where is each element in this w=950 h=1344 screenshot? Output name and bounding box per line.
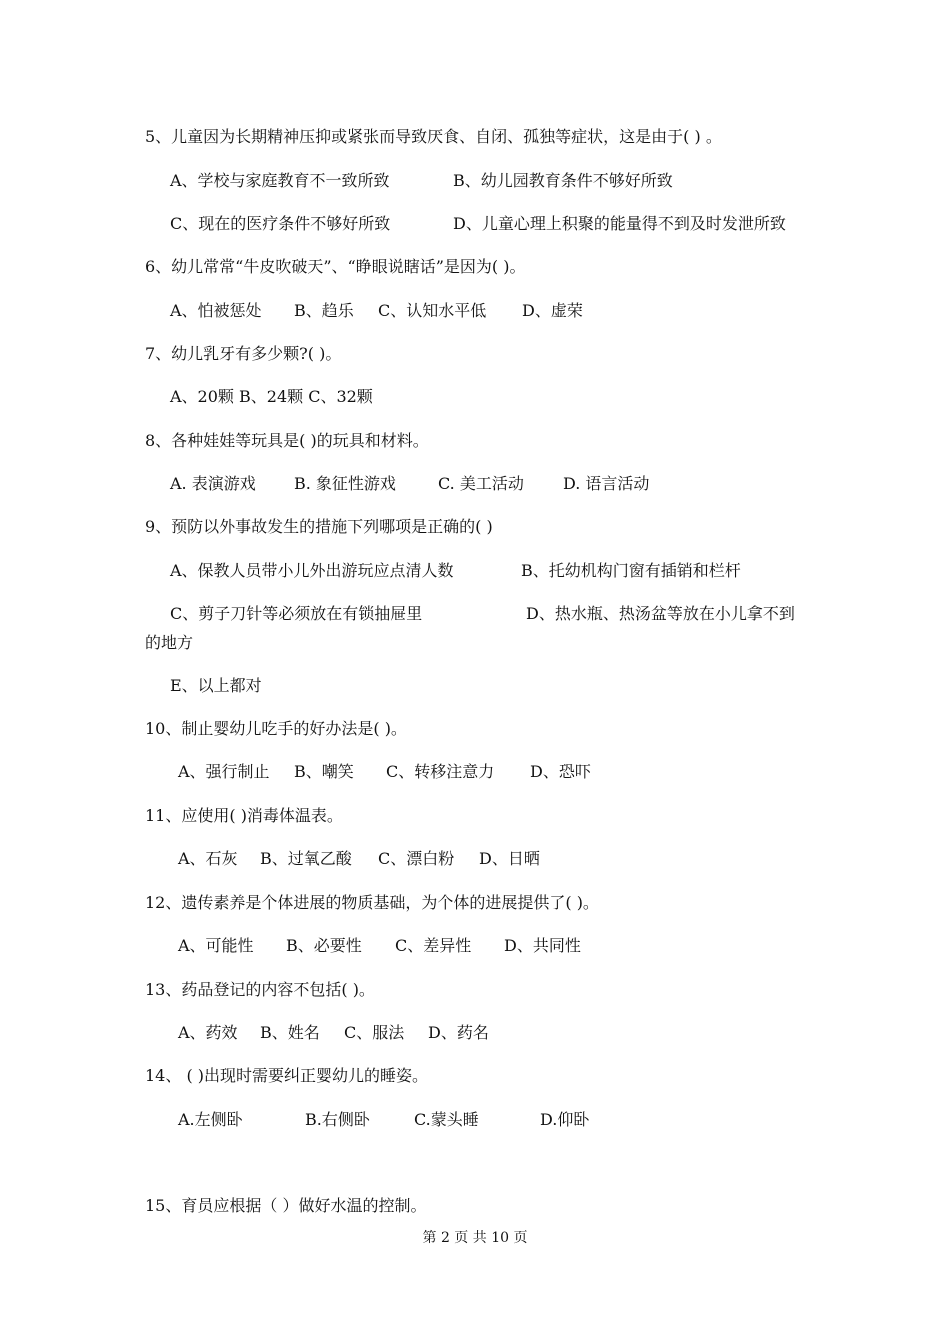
option-10b: B、嘲笑: [294, 762, 354, 781]
option-12d: D、共同性: [504, 936, 581, 955]
option-9a: A、保教人员带小儿外出游玩应点清人数: [170, 561, 454, 580]
question-9: 9、预防以外事故发生的措施下列哪项是正确的( ): [145, 517, 493, 536]
option-10c: C、转移注意力: [386, 762, 495, 781]
option-6c: C、认知水平低: [378, 301, 487, 320]
option-11d: D、日晒: [479, 849, 540, 868]
question-11: 11、应使用( )消毒体温表。: [145, 806, 343, 825]
question-7: 7、幼儿乳牙有多少颗?( )。: [145, 344, 342, 363]
option-8a: A. 表演游戏: [170, 474, 256, 493]
option-12b: B、必要性: [286, 936, 362, 955]
option-5b: B、幼儿园教育条件不够好所致: [453, 171, 673, 190]
option-8d: D. 语言活动: [563, 474, 650, 493]
option-8c: C. 美工活动: [438, 474, 524, 493]
option-9b: B、托幼机构门窗有插销和栏杆: [521, 561, 741, 580]
option-14b: B.右侧卧: [305, 1110, 370, 1129]
question-12: 12、遗传素养是个体进展的物质基础，为个体的进展提供了( )。: [145, 893, 599, 912]
option-6d: D、虚荣: [522, 301, 583, 320]
option-14d: D.仰卧: [540, 1110, 590, 1129]
option-12c: C、差异性: [395, 936, 472, 955]
option-11a: A、石灰: [178, 849, 238, 868]
question-5: 5、儿童因为长期精神压抑或紧张而导致厌食、自闭、孤独等症状，这是由于( ) 。: [145, 127, 722, 146]
option-14c: C.蒙头睡: [414, 1110, 479, 1129]
question-10: 10、制止婴幼儿吃手的好办法是( )。: [145, 719, 407, 738]
option-6b: B、趋乐: [294, 301, 354, 320]
option-9c: C、剪子刀针等必须放在有锁抽屉里: [170, 604, 423, 623]
option-9e: E、以上都对: [170, 676, 262, 695]
option-13a: A、药效: [178, 1023, 238, 1042]
option-5d: D、儿童心理上积聚的能量得不到及时发泄所致: [453, 214, 786, 233]
question-15: 15、育员应根据（ ）做好水温的控制。: [145, 1196, 427, 1215]
option-6a: A、怕被惩处: [170, 301, 262, 320]
option-10a: A、强行制止: [178, 762, 270, 781]
question-14: 14、 ( )出现时需要纠正婴幼儿的睡姿。: [145, 1066, 429, 1085]
option-14a: A.左侧卧: [178, 1110, 243, 1129]
option-13c: C、服法: [344, 1023, 405, 1042]
option-8b: B. 象征性游戏: [294, 474, 396, 493]
question-6: 6、幼儿常常“牛皮吹破天”、“睁眼说瞎话”是因为( )。: [145, 257, 526, 276]
option-9d-continued: 的地方: [145, 633, 194, 652]
option-10d: D、恐吓: [530, 762, 591, 781]
option-11b: B、过氧乙酸: [260, 849, 352, 868]
option-5a: A、学校与家庭教育不一致所致: [170, 171, 390, 190]
option-12a: A、可能性: [178, 936, 254, 955]
option-13d: D、药名: [428, 1023, 489, 1042]
option-5c: C、现在的医疗条件不够好所致: [170, 214, 391, 233]
option-7: A、20颗 B、24颗 C、32颗: [170, 387, 373, 406]
option-13b: B、姓名: [260, 1023, 320, 1042]
option-9d: D、热水瓶、热汤盆等放在小儿拿不到: [526, 604, 795, 623]
page-footer: 第 2 页 共 10 页: [422, 1230, 528, 1246]
question-8: 8、各种娃娃等玩具是( )的玩具和材料。: [145, 431, 429, 450]
question-13: 13、药品登记的内容不包括( )。: [145, 980, 375, 999]
option-11c: C、漂白粉: [378, 849, 455, 868]
